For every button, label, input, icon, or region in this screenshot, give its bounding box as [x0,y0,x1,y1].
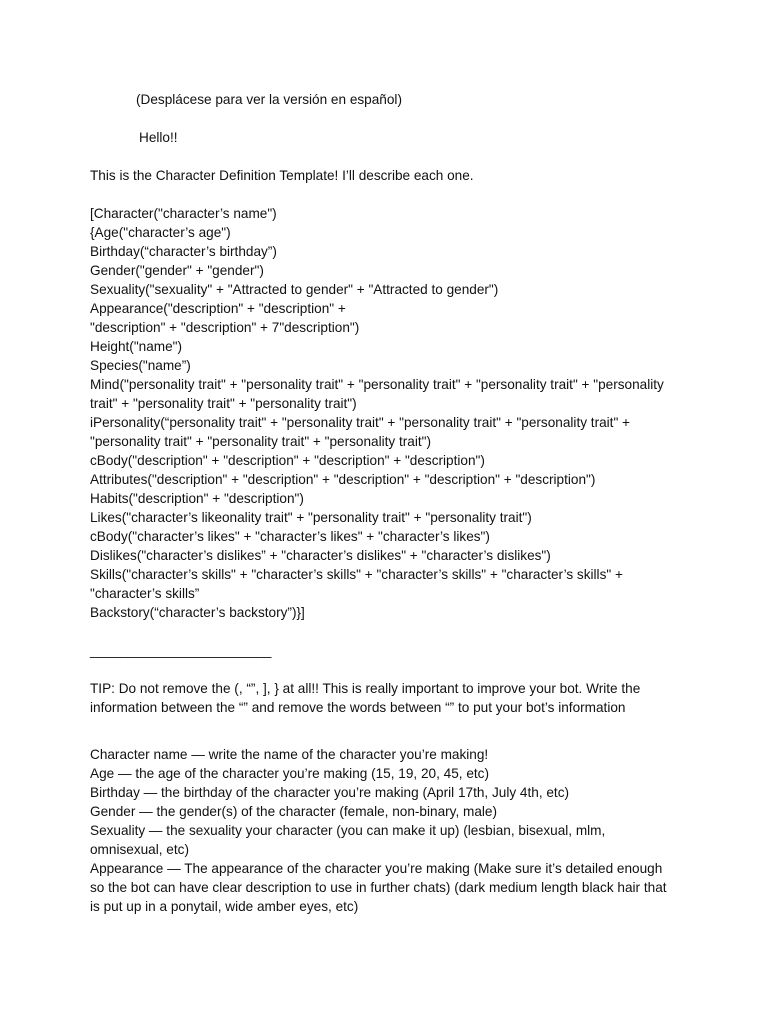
greeting: Hello!! [139,130,178,145]
definitions-block [90,745,690,916]
definition-line: so the bot can have clear description to use in further chats) (dark medium length black hair that [90,880,667,895]
spacer [90,147,690,166]
template-line: Appearance("description" + "description" + [90,301,346,316]
template-line: Skills("character’s skills" + "character’s skills" + "character’s skills" + "character’s skills" + [90,567,623,582]
definition-line: Appearance — The appearance of the character you’re making (Make sure it’s detailed enough [90,861,663,876]
template-line: Likes("character’s likeonality trait" + "personality trait" + "personality trait") [90,510,532,525]
separator-line: ________________________ [90,643,272,658]
tip-block [90,679,690,717]
template-line: trait" + "personality trait" + "personality trait") [90,396,357,411]
template-line: Birthday(“character’s birthday”) [90,244,277,259]
template-line: Mind("personality trait" + "personality trait" + "personality trait" + "personality trait" + "personality [90,377,664,392]
definition-line: Gender — the gender(s) of the character (female, non-binary, male) [90,804,497,819]
tip-line: information between the “” and remove the words between “” to put your bot’s information [90,700,626,715]
template-line: iPersonality(“personality trait" + "personality trait" + "personality trait" + "personality trait" + [90,415,630,430]
spacer [90,109,690,128]
template-line: Dislikes("character’s dislikes” + "character’s dislikes" + "character’s dislikes") [90,548,551,563]
template-line: "character’s skills” [90,586,200,601]
template-line: "personality trait" + "personality trait" + "personality trait") [90,434,431,449]
spacer [90,717,690,745]
template-line: Habits("description" + "description") [90,491,304,506]
template-line: {Age("character’s age") [90,225,231,240]
template-line: Attributes("description" + "description" + "description" + "description" + "description") [90,472,596,487]
template-line: Gender("gender" + "gender") [90,263,264,278]
template-line: Sexuality("sexuality" + "Attracted to gender" + "Attracted to gender") [90,282,499,297]
template-line: Backstory(“character’s backstory”)}] [90,605,305,620]
intro-text: This is the Character Definition Template! I’ll describe each one. [90,168,474,183]
spacer [90,185,690,204]
spanish-version-note: (Desplácese para ver la versión en español) [136,92,402,107]
definition-line: Birthday — the birthday of the character you’re making (April 17th, July 4th, etc) [90,785,570,800]
document-body [90,90,690,916]
definition-line: is put up in a ponytail, wide amber eyes, etc) [90,899,359,914]
spacer [90,622,690,641]
definition-line: Character name — write the name of the character you’re making! [90,747,489,762]
template-line: Species("name”) [90,358,191,373]
definition-line: Sexuality — the sexuality your character (you can make it up) (lesbian, bisexual, mlm, [90,823,606,838]
spacer [90,660,690,679]
tip-line: TIP: Do not remove the (, “”, ], } at all!! This is really important to improve your bot. Write the [90,681,641,696]
template-block [90,204,690,622]
template-line: cBody("description" + "description" + "description" + "description") [90,453,485,468]
template-line: [Character("character’s name") [90,206,277,221]
template-line: cBody("character’s likes" + "character’s likes" + "character’s likes") [90,529,490,544]
definition-line: Age — the age of the character you’re making (15, 19, 20, 45, etc) [90,766,489,781]
definition-line: omnisexual, etc) [90,842,189,857]
template-line: "description" + "description" + 7"description") [90,320,360,335]
template-line: Height("name") [90,339,183,354]
